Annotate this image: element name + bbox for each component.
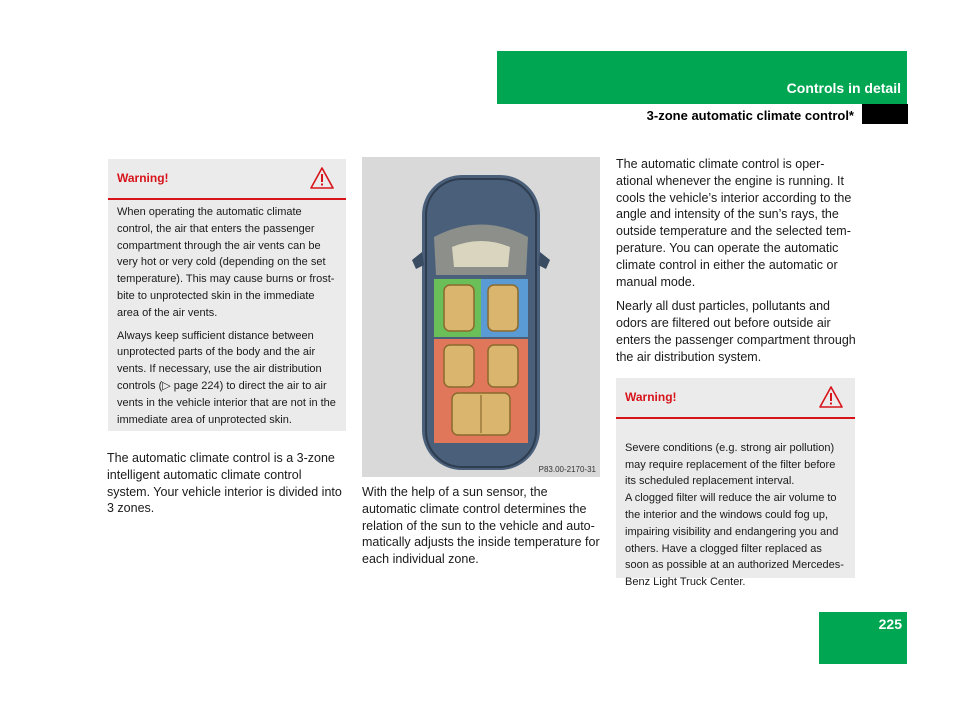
warning-triangle-icon xyxy=(819,386,843,408)
header-bar xyxy=(497,51,907,104)
vehicle-zone-figure xyxy=(362,157,600,477)
middle-body-text xyxy=(362,484,602,576)
second-row-left-seat xyxy=(444,345,474,387)
warning-title: Warning! xyxy=(625,390,677,404)
vehicle-top-view-illustration xyxy=(362,157,600,477)
right-paragraph-2: Nearly all dust particles, pollutants and odors are filtered out before outside air enters the passenger compartment through the air distribution system. xyxy=(616,299,856,364)
warning-paragraph-1: When operating the automatic climate control, the air that enters the passenger compartment through the air vents can be very hot or very cold (depending on the set temperature). This may cause burns or frost-bite to unprotected skin in the immediate area of the air vents. xyxy=(117,206,335,319)
front-right-seat xyxy=(488,285,518,331)
warning-title: Warning! xyxy=(117,171,169,185)
section-tab xyxy=(862,104,908,124)
left-body-text xyxy=(107,450,345,525)
warning-2-text: Severe conditions (e.g. strong air pollution) may require replacement of the filter before its scheduled replacement interval. A clogged filter will reduce the air volume to the interior and the windows could fog up, impairing visibility and endangering you and others. Have a clogged filter replaced as soon as possible at an authorized Mercedes-Benz Light Truck Center. xyxy=(625,441,844,589)
section-title: Controls in detail xyxy=(786,80,901,96)
warning-paragraph-2: Always keep sufficient distance between unprotected parts of the body and the air vents. If necessary, use the air distribution controls (▷ page 224) to direct the air to air vents in the vehicle interior that are not in the immediate area of unprotected skin. xyxy=(117,329,336,426)
warning-header xyxy=(108,159,346,200)
warning-triangle-icon xyxy=(310,167,334,189)
warning-header xyxy=(616,378,855,419)
second-row-right-seat xyxy=(488,345,518,387)
right-paragraph-1: The automatic climate control is oper-ational whenever the engine is running. It cools the vehicle’s interior according to the angle and intensity of the sun’s rays, the outside temperature and the selected tem-perature. You can operate the automatic climate control in either the automatic or manual mode. xyxy=(616,157,852,289)
right-body-text xyxy=(616,156,858,374)
left-paragraph: The automatic climate control is a 3-zone intelligent automatic climate control system. Your vehicle interior is divided into 3 zones. xyxy=(107,451,342,516)
warning-box-1 xyxy=(108,159,346,431)
middle-paragraph: With the help of a sun sensor, the automatic climate control determines the relation of the sun to the vehicle and auto-matically adjusts the inside temperature for each individual zone. xyxy=(362,485,600,567)
page-number: 225 xyxy=(878,616,902,632)
subsection-title: 3-zone automatic climate control* xyxy=(646,108,854,123)
figure-code: P83.00-2170-31 xyxy=(538,465,596,474)
warning-box-2 xyxy=(616,378,855,589)
front-left-seat xyxy=(444,285,474,331)
